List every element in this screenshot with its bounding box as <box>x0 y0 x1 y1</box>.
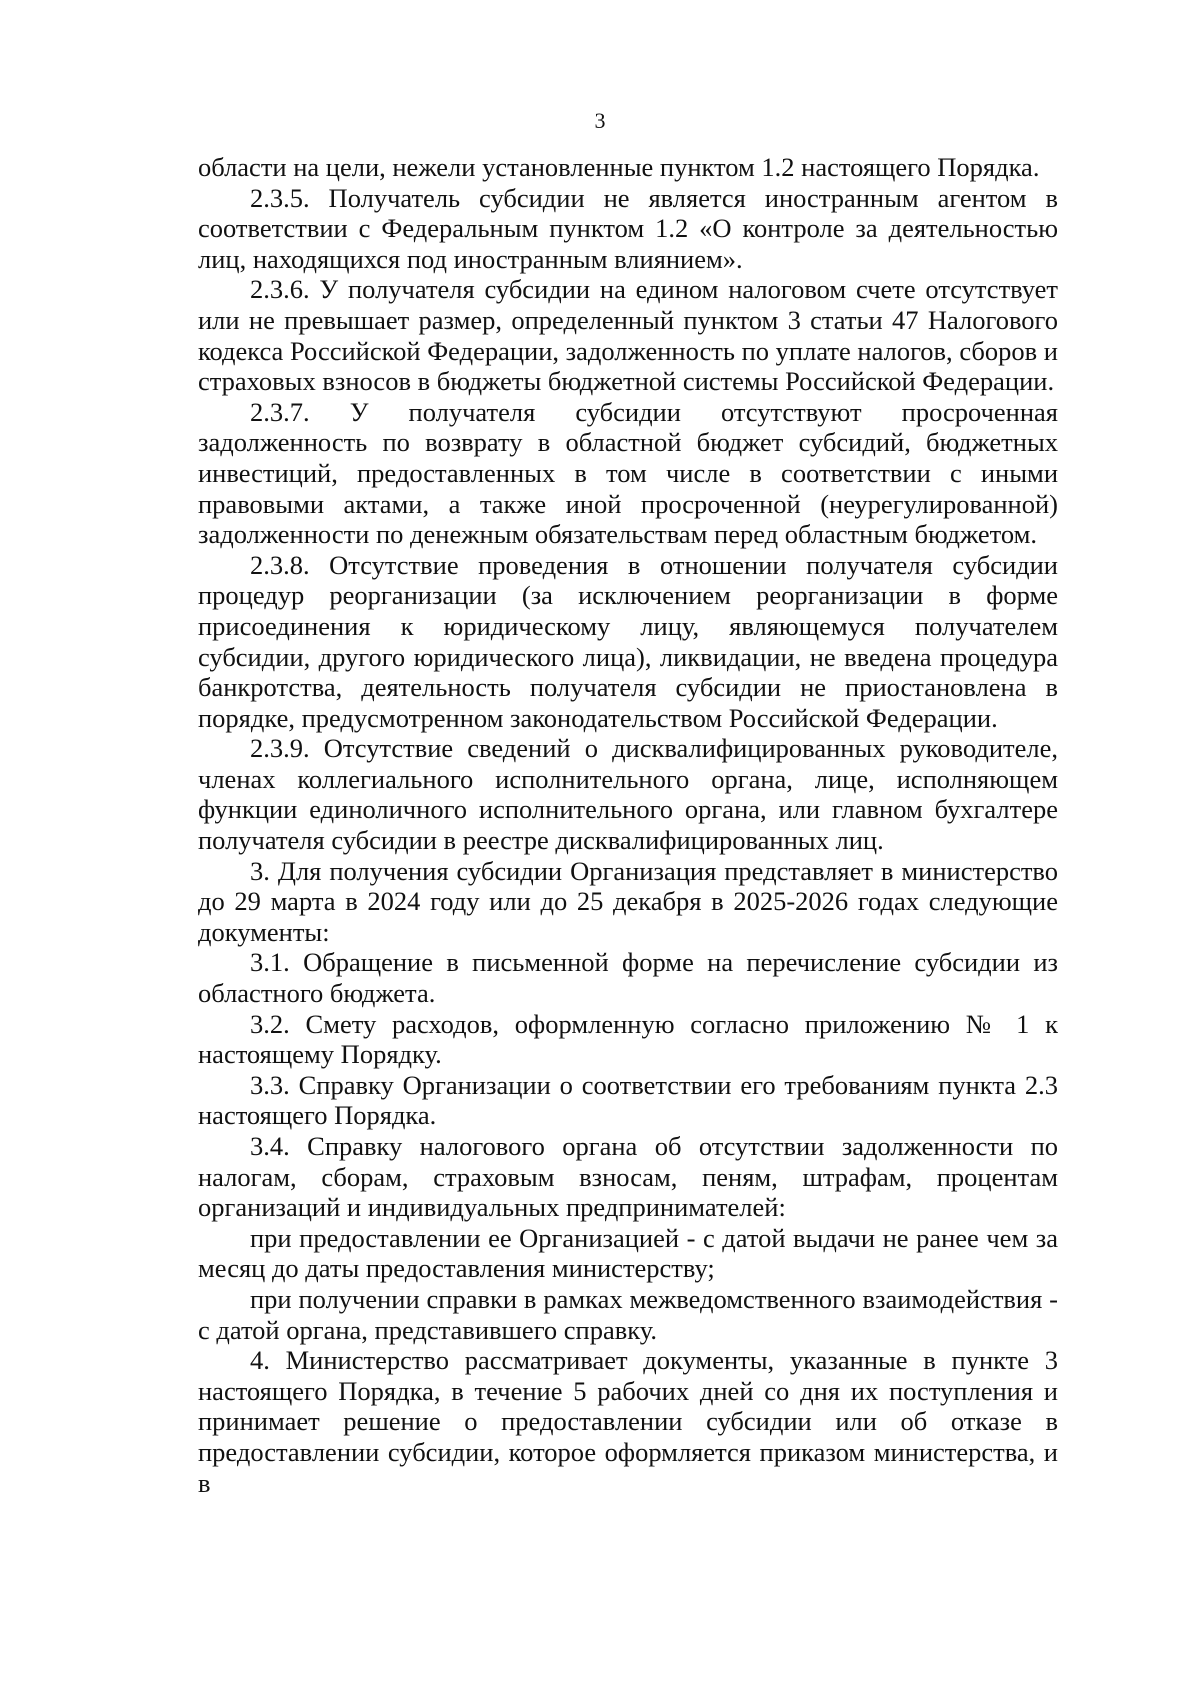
paragraph-4: 4. Министерство рассматривает документы, указанные в пункте 3 настоящего Порядка, в течение 5 рабочих дней со дня их поступления и принимает решение о предоставлении субсидии или об отказе в предоставлении субсидии, которое оформляется приказом министерства, и в <box>198 1345 1058 1498</box>
paragraph-3-1: 3.1. Обращение в письменной форме на перечисление субсидии из областного бюджета. <box>198 947 1058 1009</box>
paragraph-continuation: области на цели, нежели установленные пунктом 1.2 настоящего Порядка. <box>198 152 1040 182</box>
paragraph-2-3-5: 2.3.5. Получатель субсидии не является иностранным агентом в соответствии с Федеральным пунктом 1.2 «О контроле за деятельностью лиц, находящихся под иностранным влиянием». <box>198 182 1058 274</box>
paragraph-3-4-item-1: при предоставлении ее Организацией - с датой выдачи не ранее чем за месяц до даты предоставления министерству; <box>198 1222 1058 1284</box>
paragraph-2-3-9: 2.3.9. Отсутствие сведений о дисквалифицированных руководителе, членах коллегиального исполнительного органа, лице, исполняющем функции единоличного исполнительного органа, или главном бухгалтере получателя субсидии в реестре дисквалифицированных лиц. <box>198 733 1058 856</box>
paragraph-3-4-item-2: при получении справки в рамках межведомственного взаимодействия - с датой органа, представившего справку. <box>198 1283 1058 1345</box>
page-number: 3 <box>594 108 606 133</box>
paragraph-3-2: 3.2. Смету расходов, оформленную согласно приложению № 1 к настоящему Порядку. <box>198 1008 1058 1070</box>
document-body <box>198 152 1058 1498</box>
paragraph-3: 3. Для получения субсидии Организация представляет в министерство до 29 марта в 2024 году или до 25 декабря в 2025-2026 годах следующие документы: <box>198 855 1058 947</box>
paragraph-2-3-7: 2.3.7. У получателя субсидии отсутствуют просроченная задолженность по возврату в областной бюджет субсидий, бюджетных инвестиций, предоставленных в том числе в соответствии с иными правовыми актами, а также иной просроченной (неурегулированной) задолженности по денежным обязательствам перед областным бюджетом. <box>198 396 1058 550</box>
paragraph-2-3-8: 2.3.8. Отсутствие проведения в отношении получателя субсидии процедур реорганизации (за исключением реорганизации в форме присоединения к юридическому лицу, являющемуся получателем субсидии, другого юридического лица), ликвидации, не введена процедура банкротства, деятельность получателя субсидии не приостановлена в порядке, предусмотренном законодательством Российской Федерации. <box>198 549 1058 733</box>
paragraph-2-3-6: 2.3.6. У получателя субсидии на едином налоговом счете отсутствует или не превышает размер, определенный пунктом 3 статьи 47 Налогового кодекса Российской Федерации, задолженность по уплате налогов, сборов и страховых взносов в бюджеты бюджетной системы Российской Федерации. <box>198 274 1058 397</box>
paragraph-3-3: 3.3. Справку Организации о соответствии его требованиям пункта 2.3 настоящего Порядка. <box>198 1069 1058 1131</box>
paragraph-3-4: 3.4. Справку налогового органа об отсутствии задолженности по налогам, сборам, страховым взносам, пеням, штрафам, процентам организаций и индивидуальных предпринимателей: <box>198 1131 1058 1223</box>
